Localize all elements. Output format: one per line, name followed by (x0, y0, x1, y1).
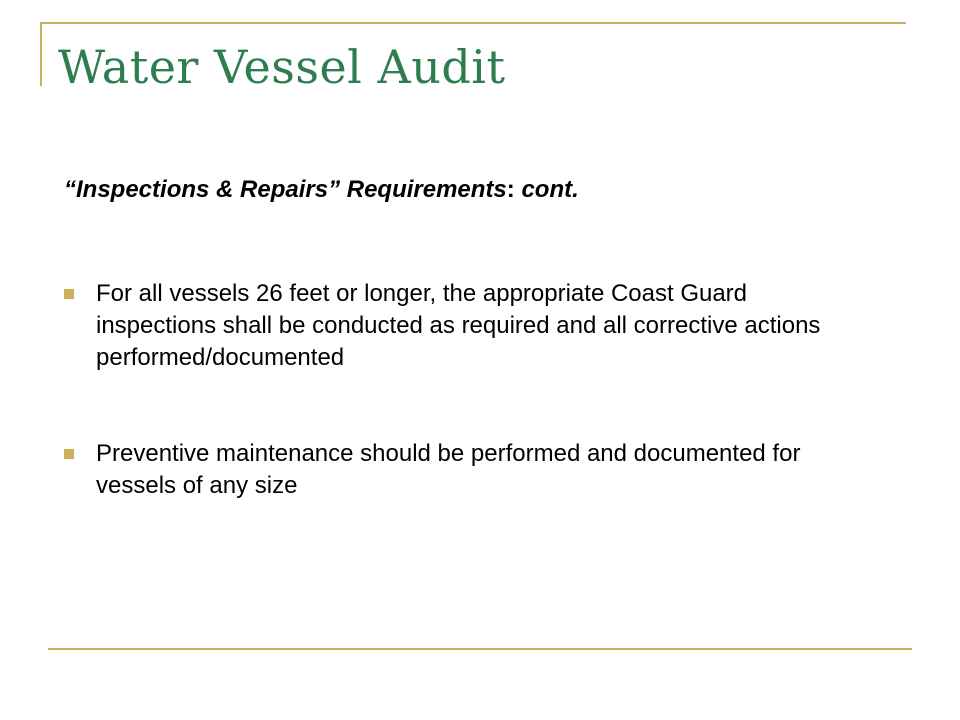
bullet-text: For all vessels 26 feet or longer, the appropriate Coast Guard inspections shall be conducted as required and all corrective actions performed/documented (96, 280, 821, 371)
subtitle-quoted: “Inspections & Repairs” Requirements (64, 176, 507, 203)
bullet-list (64, 278, 864, 502)
slide-subtitle (64, 172, 579, 208)
bottom-accent-rule (48, 648, 912, 650)
bullet-item (64, 438, 864, 502)
top-accent-rule (40, 22, 906, 24)
bullet-item (64, 278, 864, 374)
subtitle-colon: : (506, 176, 522, 203)
left-accent-rule (40, 22, 42, 86)
subtitle-cont: cont. (521, 176, 579, 203)
slide-title: Water Vessel Audit (58, 40, 506, 94)
square-bullet-icon (64, 289, 74, 299)
bullet-text: Preventive maintenance should be performed and documented for vessels of any size (96, 440, 801, 499)
square-bullet-icon (64, 449, 74, 459)
